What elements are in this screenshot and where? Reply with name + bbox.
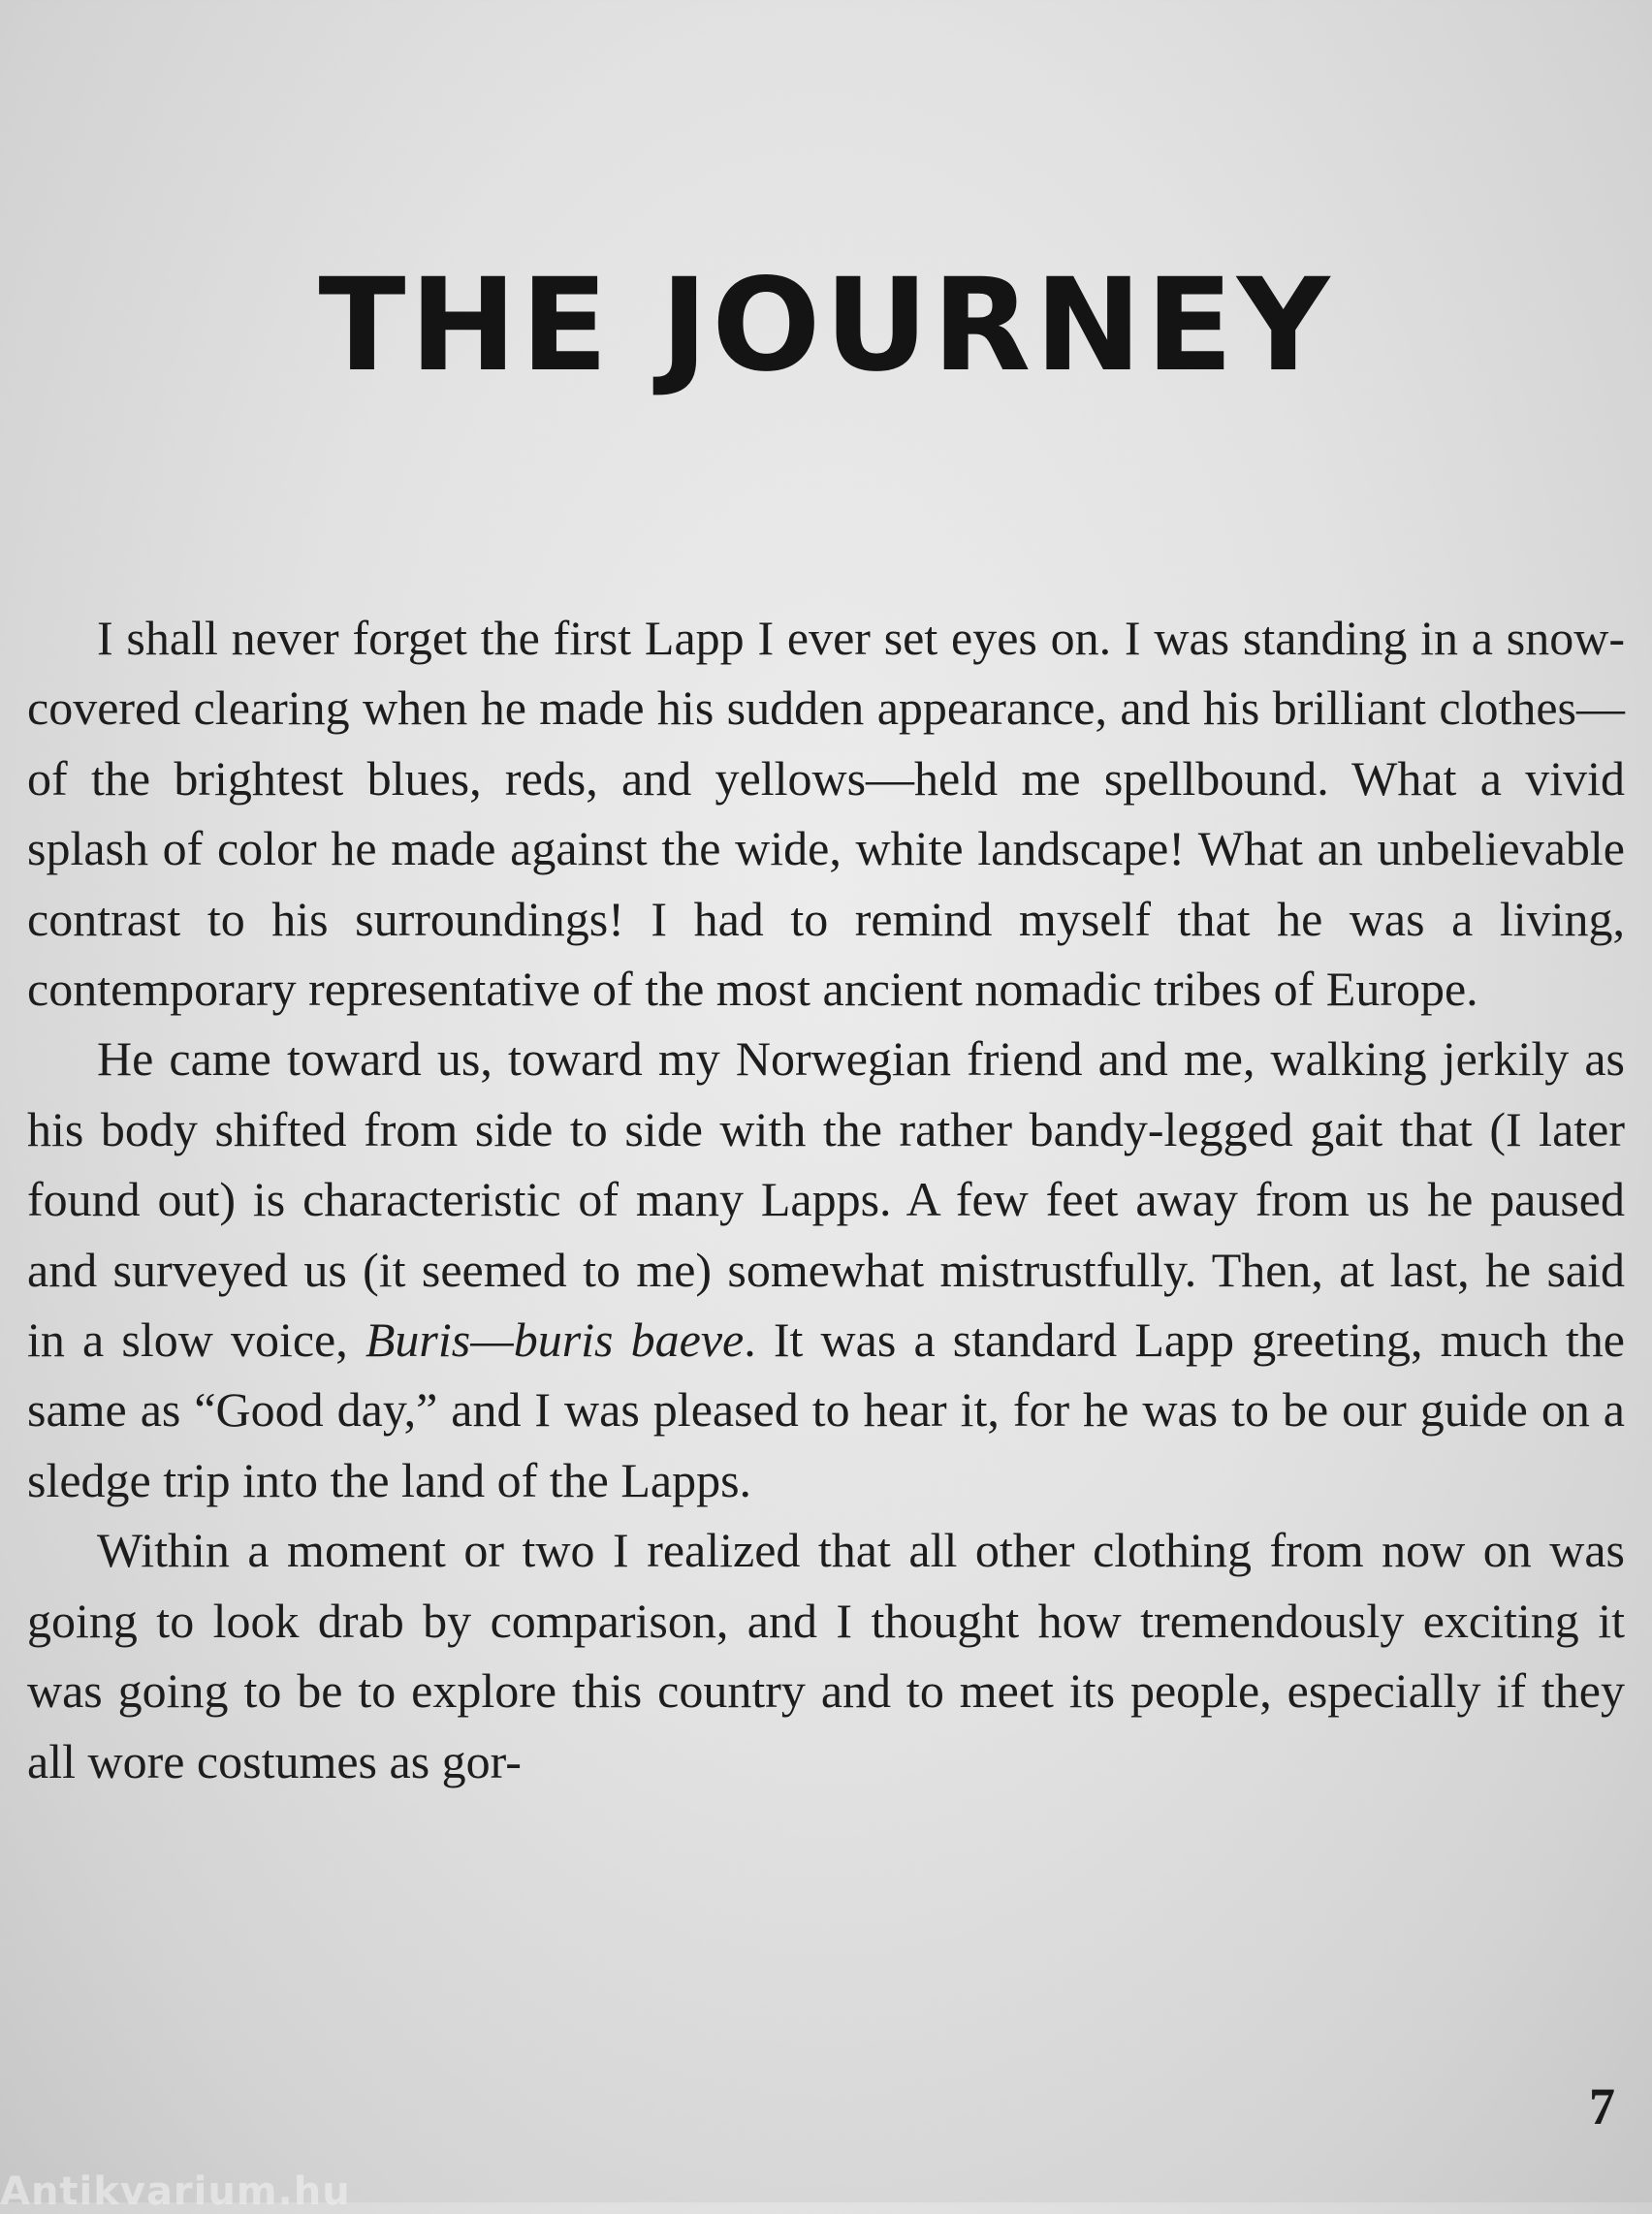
chapter-title: THE JOURNEY bbox=[318, 251, 1334, 400]
paragraph-2-text-end: . It was a standard Lapp greeting, much the same as “Good day,” and I was pleased to hear it, for he was to be our guide on a sledge trip into the land of the Lapps. bbox=[27, 1313, 1625, 1507]
page-number: 7 bbox=[1589, 2077, 1615, 2135]
paragraph-1-text: I shall never forget the first Lapp I ever set eyes on. I was standing in a snow-covered clearing when he made his sudden appearance, and his brilliant clothes—of the brightest blues, reds, and yellows—held me spellbound. What a vivid splash of color he made against the wide, white landscape! What an unbelievable contrast to his surroundings! I had to remind myself that he was a living, contemporary representative of the most ancient nomadic tribes of Europe. bbox=[27, 611, 1625, 1017]
watermark: Antikvarium.hu bbox=[0, 2169, 351, 2214]
paragraph-3-text: Within a moment or two I realized that all other clothing from now on was going to look drab by comparison, and I thought how tremendously exciting it was going to be to explore this country and to meet its people, especially if they all wore costumes as gor- bbox=[27, 1523, 1625, 1788]
paragraph-1 bbox=[27, 603, 1625, 1024]
lapp-greeting-italic: Buris—buris baeve bbox=[365, 1313, 745, 1368]
paragraph-2 bbox=[27, 1024, 1625, 1515]
paragraph-2-text-start: He came toward us, toward my Norwegian friend and me, walking jerkily as his body shifted from side to side with the rather bandy-legged gait that (I later found out) is characteristic of many Lapps. A few feet away from us he paused and surveyed us (it seemed to me) somewhat mistrustfully. Then, at last, he said in a slow voice, bbox=[27, 1031, 1625, 1368]
paragraph-3 bbox=[27, 1515, 1625, 1796]
body-text bbox=[27, 603, 1625, 1796]
